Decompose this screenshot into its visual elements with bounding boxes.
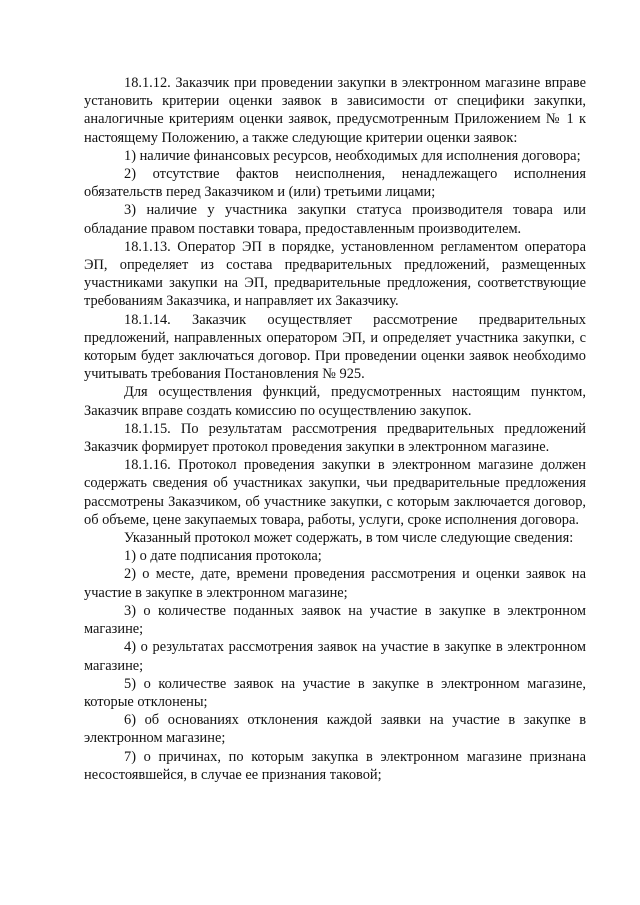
protocol-item-1: 1) о дате подписания протокола; — [124, 548, 322, 565]
criterion-item-1: 1) наличие финансовых ресурсов, необходимых для исполнения договора; — [124, 147, 581, 164]
paragraph-18-1-13: 18.1.13. Оператор ЭП в порядке, установленном регламентом оператора ЭП, определяет из состава предварительных предложений, размещенных участниками закупки на ЭП, предварительные предложения, соответствующие требованиям Заказчика, и направляет их Заказчику. — [84, 238, 586, 310]
protocol-item-2: 2) о месте, дате, времени проведения рассмотрения и оценки заявок на участие в закупке в электронном магазине; — [84, 566, 586, 601]
protocol-item-7: 7) о причинах, по которым закупка в электронном магазине признана несостоявшейся, в случае ее признания таковой; — [84, 748, 586, 783]
protocol-item-3: 3) о количестве поданных заявок на участие в закупке в электронном магазине; — [84, 602, 586, 638]
paragraph-protocol-intro: Указанный протокол может содержать, в том числе следующие сведения: — [124, 530, 574, 547]
protocol-item-4: 4) о результатах рассмотрения заявок на участие в закупке в электронном магазине; — [84, 639, 586, 674]
paragraph-18-1-12: 18.1.12. Заказчик при проведении закупки в электронном магазине вправе установить критерии оценки заявок в зависимости от специфики закупки, аналогичные критериям оценки заявок, предусмотренным Приложением № 1 к настоящему Положению, а также следующие критерии оценки заявок: — [84, 75, 586, 146]
protocol-item-5: 5) о количестве заявок на участие в закупке в электронном магазине, которые отклонены; — [84, 675, 586, 710]
document-page — [84, 74, 586, 784]
paragraph-commission: Для осуществления функций, предусмотренных настоящим пунктом, Заказчик вправе создать комиссию по осуществлению закупок. — [84, 384, 586, 419]
paragraph-18-1-16: 18.1.16. Протокол проведения закупки в электронном магазине должен содержать сведения об участниках закупки, чьи предварительные предложения рассмотрены Заказчиком, об участнике закупки, с которым заключается договор, об объеме, цене закупаемых товара, работы, услуги, сроке исполнения договора. — [84, 457, 586, 528]
paragraph-18-1-14: 18.1.14. Заказчик осуществляет рассмотрение предварительных предложений, направленных оператором ЭП, и определяет участника закупки, с которым будет заключаться договор. При проведении оценки заявок необходимо учитывать требования Постановления № 925. — [84, 311, 586, 383]
criterion-item-3: 3) наличие у участника закупки статуса производителя товара или обладание правом поставки товара, предоставленным производителем. — [84, 202, 586, 237]
criterion-item-2: 2) отсутствие фактов неисполнения, ненадлежащего исполнения обязательств перед Заказчиком и (или) третьими лицами; — [84, 166, 586, 201]
protocol-item-6: 6) об основаниях отклонения каждой заявки на участие в закупке в электронном магазине; — [84, 712, 586, 747]
paragraph-18-1-15: 18.1.15. По результатам рассмотрения предварительных предложений Заказчик формирует протокол проведения закупки в электронном магазине. — [84, 420, 586, 456]
